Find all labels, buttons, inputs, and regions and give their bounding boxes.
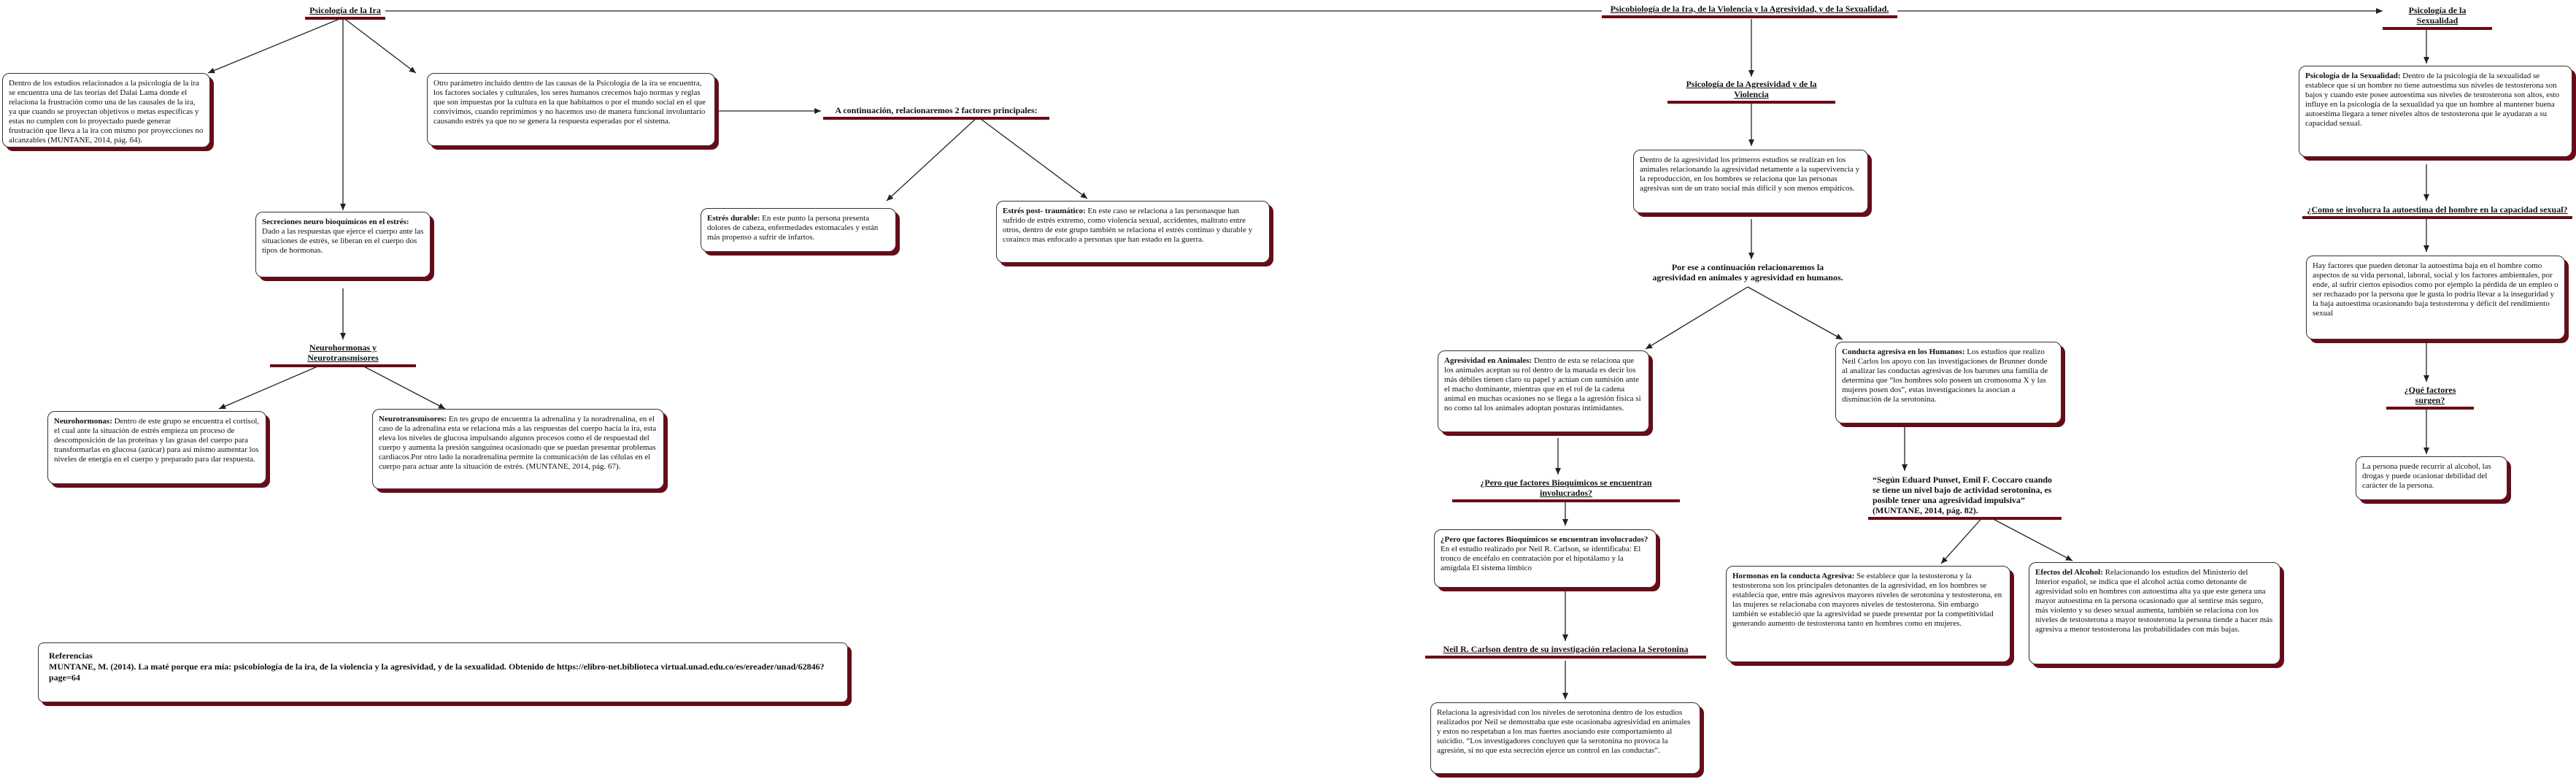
node-text: “Según Eduard Punset, Emil F. Coccaro cuando se tiene un nivel bajo de actividad serotonina, es posible tener una agresividad impulsiva” (MUNTANE, 2014, pág. 82). [1873,475,2053,515]
node-psicologia-ira-title [305,4,385,20]
node-text: Dado a las respuestas que ejerce el cuerpo ante las situaciones de estrés, se liberan en el cuerpo dos tipos de hormonas. [262,227,424,255]
references-text: MUNTANE, M. (2014). La maté porque era mía: psicobiología de la ira, de la violencia y la agresividad, y de la sexualidad. Obtenido de https://elibro-net.biblioteca virtual.unad.edu.co/es/ereader/unad/62846?page=64 [49,661,825,683]
node-autoestima-question [2302,203,2572,219]
node-text: Los estudios que realizo Neil Carlos los apoyo con las investigaciones de Brunner donde al analizar las conductas agresivas de los barones una familia de determina que “los hombres solo poseen un cromosoma X y las mujeres posen dos”, estas investigaciones la asocian a disminución de la serotonina. [1842,348,2048,404]
node-por-ese [1649,261,1846,284]
node-label: Estrés post- traumático: [1003,207,1086,215]
node-text: Por ese a continuación relacionaremos la agresividad en animales y agresividad en humanos. [1652,262,1843,283]
node-carlson-serotonina [1430,702,1700,774]
node-agresividad-humanos [1835,342,2062,423]
node-text: Dentro de los estudios relacionados a la psicología de la ira se encuentra una de las teorías del Dalai Lama donde el relaciona la frustración como una de las causales de la ira, ya que cuando se proyectan objetivos o metas específicas y estas no cumplen con lo proyectado puede generar frustración que lleva a la ira con mismo por proyecciones no alcanzables (MUNTANE, 2014, pág. 64). [9,79,204,145]
node-factores-bioquimicos [1434,529,1657,588]
node-neuro-title [270,341,416,367]
node-label: Neurotransmisores: [379,415,447,423]
node-title-text: Neil R. Carlson dentro de su investigación relaciona la Serotonina [1443,644,1689,654]
node-neurohormonas [47,411,266,484]
node-title-text: ¿Qué factores surgen? [2404,385,2456,405]
node-punset-quote [1868,473,2062,520]
node-ira-factores-sociales [427,73,715,146]
node-agresividad-title [1667,77,1835,104]
node-text: Otro parámetro incluido dentro de las causas de la Psicología de la ira se encuentra, los factores sociales y culturales, los seres humanos crecemos bajo normas y reglas que son impuestas por la cultura en la que habitamos o por el mundo social en el que convivimos, cuando reprimimos y no hacemos uso de manera funcional involuntario causando estrés ya que no se genera la respuesta esperadas por el sistema. [433,79,706,126]
node-text: Relacionando los estudios del Ministerio del Interior español, se indica que el alcohol actúa como detonante de agresividad solo en hombres con autoestima alta ya que este genera una mayor autoestima en la persona ocasionado que al sentirse más seguro, más violento y su deseo sexual aumenta, también se relaciona con los niveles de testosterona a mayor testosterona la persona tiende a hacer más agresiva a menor testosterona las probabilidades con más bajas. [2035,568,2273,634]
node-dos-factores-title [823,104,1049,120]
node-autoestima-desc [2306,256,2565,339]
node-label: Efectos del Alcohol: [2035,568,2103,577]
node-text: En tes grupo de encuentra la adrenalina y la noradrenalina, en el caso de la adrenalina esta se relaciona más a las respuestas del cuerpo hacia la ira, esta eleva los niveles de glucosa impulsando algunos procesos como el de respuestad del cuerpo y aumenta la presión sanguínea ocasionado que se puedan presentar problemas cardiacos.Por otro lado la noradrenalina permite la comunicación de las células en el cuerpo para actuar ante la situación de estrés. (MUNTANE, 2014, pág. 67). [379,415,657,471]
node-title-text: Psicobiología de la Ira, de la Violencia y la Agresividad, y de la Sexualidad. [1610,4,1889,14]
node-title-text: A continuación, relacionaremos 2 factores principales: [835,105,1038,115]
node-secreciones-neuro [255,212,431,277]
node-carlson-serotonina-title [1425,642,1706,659]
node-neurotransmisores [372,409,664,489]
node-factores-surgen-desc [2356,456,2507,500]
node-hormonas-agresiva [1726,566,2010,662]
node-agresividad-animales [1438,350,1649,432]
node-estres-post-traumatico [996,201,1270,263]
node-text: Dentro de la agresividad los primeros estudios se realizan en los animales relacionando la agresividad netamente a la supervivencia y la reproducción, en los hombres se relaciona que las personas agresivas son de un trato social más difícil y son menos empáticos. [1640,156,1860,193]
node-efectos-alcohol [2029,562,2280,664]
node-title-text: Psicología de la Agresividad y de la Violencia [1686,79,1817,99]
node-title-text: ¿Pero que factores Bioquímicos se encuentran involucrados? [1480,477,1652,498]
node-text: En el estudio realizado por Neil R. Carlson, se identificaba: El tronco de encéfalo en contratación por el hipotálamo y la amígdala El sistema límbico [1441,545,1641,572]
node-label: Psicología de la Sexualidad: [2305,72,2401,80]
node-title-text: ¿Como se involucra la autoestima del hombre en la capacidad sexual? [2307,204,2568,215]
node-label: Neurohormonas: [54,417,112,426]
references-label: Referencias [49,651,93,661]
node-label: Hormonas en la conducta Agresiva: [1732,572,1855,580]
node-text: Hay factores que pueden detonar la autoestima baja en el hombre como aspectos de su vida personal, laboral, social y los factores ambientales, por ende, al sufrir ciertos episodios como por ejemplo la pérdida de un empleo o ser rechazado por la persona que le gusta lo podría llevar a la inseguridad y la baja autoestima ocasionando baja testosterona y déficit del rendimiento sexual [2313,261,2558,318]
node-estres-durable [701,208,896,252]
node-agresividad-desc [1633,150,1868,213]
node-label: ¿Pero que factores Bioquímicos se encuentran involucrados? [1441,535,1648,544]
node-text: En este caso se relaciona a las personasque han sufrido de estrés extremo, como violencia sexual, accidentes, maltrato entre otros, dentro de este grupo también se relaciona el estrés continuo y durable y coraínco mas enfocado a personas que han estado en la guerra. [1003,207,1253,244]
node-label: Estrés durable: [707,214,760,223]
node-references [38,642,848,702]
node-text: Relaciona la agresividad con los niveles de serotonina dentro de los estudios realizados por Neil se demostraba que este ocasionaba agresividad en animales y estos no respetaban a los mas fuertes asociando este comportamiento al suicidio. “Los investigadores concluyen que la serotonina no provoca la agresión, si no que esta secreción ejerce un control en las conductas”. [1437,708,1691,755]
node-text: Dentro de la psicología de la sexualidad se establece que si un hombre no tiene autoestima sus niveles de testosterona son bajos y cuando este posee autoestima sus niveles de testosterona son altos, esto influye en la psicología de la sexualidad ya que un hombre al mantener buena autoestima llegara a tener niveles altos de testosterona que le ayudaran a su capacidad sexual. [2305,72,2559,128]
node-text: Dentro de este grupo se encuentra el cortisol, el cual ante la situación de estrés empieza un proceso de descomposición de las proteínas y las grasas del cuerpo para transformarlas en glucosa (azúcar) para así mismo aumentar los niveles de energía en el cuerpo y preparado para dar respuesta. [54,417,260,464]
node-title-text: Psicología de la Sexualidad [2408,5,2467,26]
node-ira-dalai-lama [2,73,210,147]
node-label: Secreciones neuro bioquímicos en el estrés: [262,218,409,226]
node-factores-bioquimicos-title [1452,476,1680,502]
node-text: Se establece que la testosterona y la testosterona son los principales detonantes de la agresividad, en los hombres se establecía que, entre más agresivos mayores niveles de serotonina y testosterona, en las mujeres se relacionaba con mayores niveles de testosterona. Sin embargo también se estableció que la agresividad se puede presentar por la competitividad generando aumento de testosterona tanto en hombres como en mujeres. [1732,572,2002,628]
node-text: En este punto la persona presenta dolores de cabeza, enfermedades estomacales y están más propenso a sufrir de infartos. [707,214,879,242]
node-psicologia-sexualidad-title [2383,4,2492,30]
node-label: Conducta agresiva en los Humanos: [1842,348,1965,356]
node-title-text: Psicología de la Ira [309,5,381,15]
node-text: Dentro de esta se relaciona que los animales aceptan su rol dentro de la manada es decir los más débiles tienen claro su papel y actúan con sumisión ante el macho dominante, mientras que en el rol de la cadena animal en muchas ocasiones no se llega a la agresión física si no como tal los animales adoptan posturas intimidantes. [1444,356,1641,412]
node-main-topic-title [1602,2,1897,18]
node-sexualidad-desc [2299,66,2572,157]
node-label: Agresividad en Animales: [1444,356,1532,365]
node-text: La persona puede recurrir al alcohol, las drogas y puede ocasionar debilidad del carácter de la persona. [2362,462,2491,490]
node-factores-surgen-question [2386,383,2474,410]
node-title-text: Neurohormonas y Neurotransmisores [307,342,379,363]
